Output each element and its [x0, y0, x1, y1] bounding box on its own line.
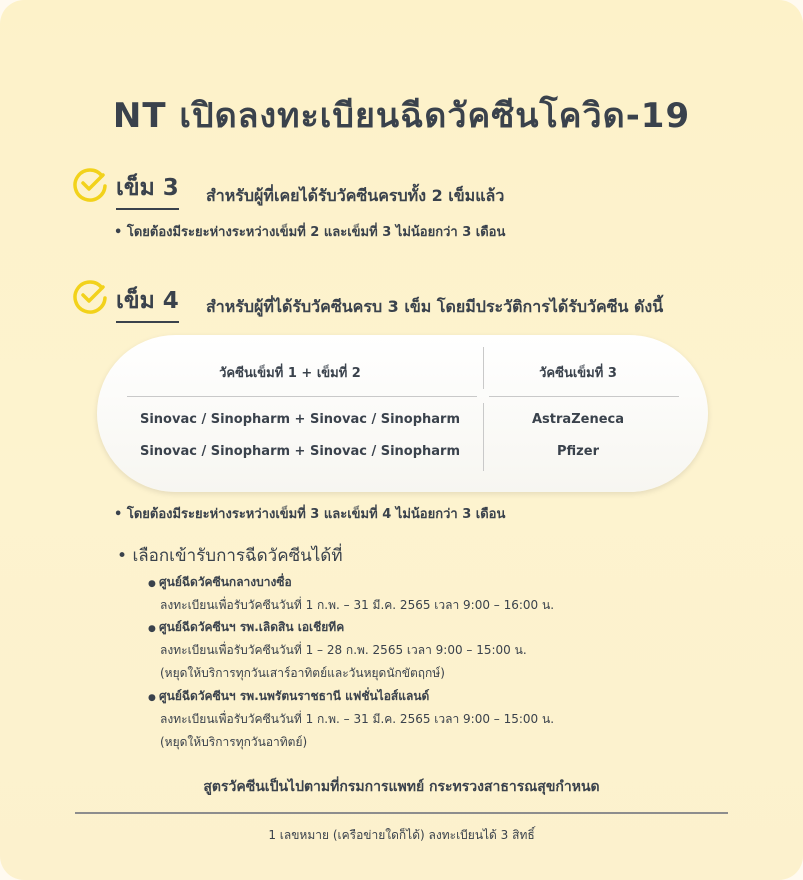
table-divider — [127, 396, 477, 397]
center-1-name: ● ศูนย์ฉีดวัคซีนกลางบางซื่อ — [148, 573, 292, 592]
table-row-2-dose-3: Pfizer — [557, 444, 599, 459]
center-3-name: ● ศูนย์ฉีดวัคซีนฯ รพ.นพรัตนราชธานี แฟชั่นไอส์แลนด์ — [148, 687, 429, 706]
table-row-1-dose-3: AstraZeneca — [532, 412, 624, 427]
dose-4-label: เข็ม 4 — [116, 283, 179, 323]
dose-3-label: เข็ม 3 — [116, 170, 179, 210]
dose-3-note: • โดยต้องมีระยะห่างระหว่างเข็มที่ 2 และเข็มที่ 3 ไม่น้อยกว่า 3 เดือน — [114, 221, 505, 242]
table-row-2-doses: Sinovac / Sinopharm + Sinovac / Sinopharm — [139, 444, 461, 459]
footer-divider — [75, 812, 728, 814]
table-column-divider — [483, 347, 484, 389]
table-header-doses-1-2: วัคซีนเข็มที่ 1 + เข็มที่ 2 — [219, 366, 361, 381]
check-circle-icon — [72, 166, 108, 202]
center-2-name: ● ศูนย์ฉีดวัคซีนฯ รพ.เลิดสิน เอเชียทีค — [148, 618, 344, 637]
table-header-dose-3: วัคซีนเข็มที่ 3 — [539, 366, 617, 381]
center-1-schedule: ลงทะเบียนเพื่อรับวัคซีนวันที่ 1 ก.พ. – 31 มี.ค. 2565 เวลา 9:00 – 16:00 น. — [160, 598, 555, 612]
center-3-schedule: ลงทะเบียนเพื่อรับวัคซีนวันที่ 1 ก.พ. – 31 มี.ค. 2565 เวลา 9:00 – 15:00 น. — [160, 712, 555, 726]
footer-note: 1 เลขหมาย (เครือข่ายใดก็ได้) ลงทะเบียนได้ 3 สิทธิ์ — [268, 828, 535, 842]
choose-location-heading: • เลือกเข้ารับการฉีดวัคซีนได้ที่ — [117, 546, 343, 566]
table-divider — [489, 396, 679, 397]
table-row-1-doses: Sinovac / Sinopharm + Sinovac / Sinopharm — [139, 412, 461, 427]
center-2-schedule: ลงทะเบียนเพื่อรับวัคซีนวันที่ 1 – 28 ก.พ. 2565 เวลา 9:00 – 15:00 น. — [160, 643, 527, 657]
page-title: NT เปิดลงทะเบียนฉีดวัคซีนโควิด-19 — [112, 96, 691, 136]
check-circle-icon — [72, 278, 108, 314]
center-3-closed-note: (หยุดให้บริการทุกวันอาทิตย์) — [160, 735, 308, 749]
dose-4-note: • โดยต้องมีระยะห่างระหว่างเข็มที่ 3 และเข็มที่ 4 ไม่น้อยกว่า 3 เดือน — [114, 503, 505, 524]
dose-4-description: สำหรับผู้ที่ได้รับวัคซีนครบ 3 เข็ม โดยมีประวัติการได้รับวัคซีน ดังนี้ — [206, 297, 664, 316]
vaccine-table — [97, 335, 708, 492]
dose-3-description: สำหรับผู้ที่เคยได้รับวัคซีนครบทั้ง 2 เข็มแล้ว — [206, 186, 505, 205]
footer-statement: สูตรวัคซีนเป็นไปตามที่กรมการแพทย์ กระทรวงสาธารณสุขกำหนด — [203, 779, 600, 795]
center-2-closed-note: (หยุดให้บริการทุกวันเสาร์อาทิตย์และวันหยุดนักขัตฤกษ์) — [160, 666, 445, 680]
